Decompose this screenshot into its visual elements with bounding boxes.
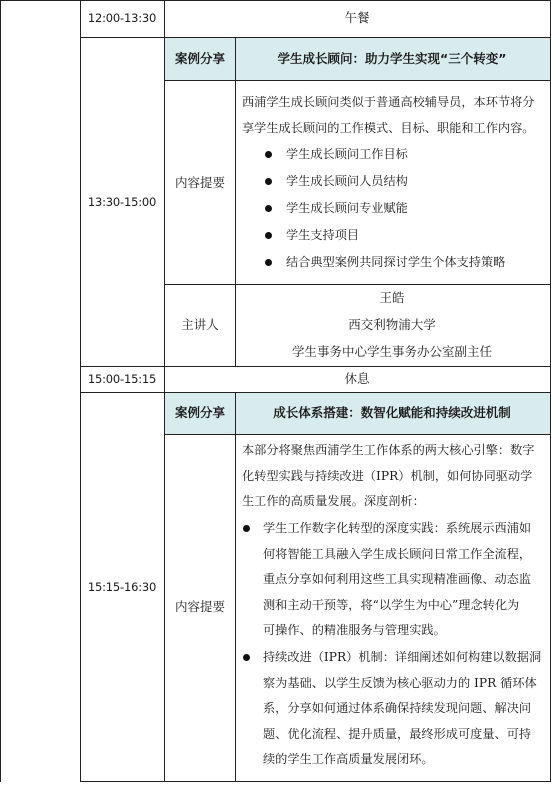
bullet-line: 察为基础、以学生反馈为核心驱动力的 IPR 循环体 xyxy=(263,675,537,690)
bullet-line: 题、优化流程、提升质量，最终形成可度量、可持 xyxy=(263,726,532,741)
session2-bullet xyxy=(263,645,547,773)
session1-case-title: 学生成长顾问：助力学生实现“三个转变” xyxy=(277,51,507,66)
intro-line: 生工作的高质量发展。深度剖析： xyxy=(242,494,425,509)
session1-time: 13:30-15:00 xyxy=(87,195,157,209)
rule xyxy=(164,0,165,782)
speaker-title: 学生事务中心学生事务办公室副主任 xyxy=(291,344,493,359)
session2-case-title: 成长体系搭建：数智化赋能和持续改进机制 xyxy=(273,405,511,420)
rule xyxy=(235,392,236,782)
rule xyxy=(80,392,551,393)
session1-bullet: 学生成长顾问工作目标 xyxy=(286,147,408,161)
rule xyxy=(80,781,551,782)
bullet-icon xyxy=(265,178,272,185)
bullet-line: 续的学生工作高质量发展闭环。 xyxy=(263,752,434,767)
bullet-line: 持续改进（IPR）机制：详细阐述如何构建以数据洞 xyxy=(263,650,542,664)
speaker-org: 西交利物浦大学 xyxy=(348,317,436,332)
session2-content-label: 内容提要 xyxy=(174,599,226,614)
bullet-icon xyxy=(265,205,272,212)
session1-intro xyxy=(242,90,546,141)
session2-case-label: 案例分享 xyxy=(174,405,226,420)
rule xyxy=(80,0,81,782)
intro-line: 化转型实践与持续改进（IPR）机制，如何协同驱动学 xyxy=(242,468,533,483)
session1-bullet: 学生成长顾问专业赋能 xyxy=(286,201,408,215)
rule xyxy=(235,37,236,367)
session2-time: 15:15-16:30 xyxy=(87,580,157,594)
bullet-icon xyxy=(243,654,250,661)
rule xyxy=(80,366,551,367)
bullet-icon xyxy=(265,259,272,266)
session2-bullet xyxy=(263,516,547,644)
bullet-line: 重点分享如何利用这些工具实现精准画像、动态监 xyxy=(263,572,532,587)
speaker-label: 主讲人 xyxy=(181,317,219,332)
speaker-name: 王皓 xyxy=(379,290,405,305)
intro-line: 西浦学生成长顾问类似于普通高校辅导员，本环节将分 xyxy=(242,95,535,109)
break-label: 休息 xyxy=(344,371,370,386)
rule xyxy=(164,434,551,435)
lunch-time: 12:00-13:30 xyxy=(87,11,157,25)
session2-intro xyxy=(242,438,546,515)
bullet-line: 测和主动干预等，将“以学生为中心”理念转化为 xyxy=(263,597,520,612)
rule xyxy=(164,284,551,285)
rule xyxy=(80,37,551,38)
session1-bullet: 学生支持项目 xyxy=(286,228,360,242)
rule xyxy=(164,80,551,81)
intro-line: 享学生成长顾问的工作模式、目标、职能和工作内容。 xyxy=(242,120,535,135)
session1-case-label: 案例分享 xyxy=(174,51,226,66)
break-time: 15:00-15:15 xyxy=(87,372,157,386)
rule xyxy=(0,0,551,1)
rule xyxy=(0,0,1,782)
bullet-line: 系，分享如何通过体系确保持续发现问题、解决问 xyxy=(263,701,532,716)
bullet-line: 可操作、的精准服务与管理实践。 xyxy=(263,623,446,638)
bullet-icon xyxy=(265,232,272,239)
bullet-line: 学生工作数字化转型的深度实践：系统展示西浦如 xyxy=(263,521,532,535)
bullet-line: 何将智能工具融入学生成长顾问日常工作全流程， xyxy=(263,546,532,561)
session1-bullet: 结合典型案例共同探讨学生个体支持策略 xyxy=(286,255,506,269)
bullet-icon xyxy=(265,151,272,158)
session1-content-label: 内容提要 xyxy=(174,175,226,190)
session1-bullet: 学生成长顾问人员结构 xyxy=(286,174,408,188)
bullet-icon xyxy=(243,525,250,532)
intro-line: 本部分将聚焦西浦学生工作体系的两大核心引擎：数字 xyxy=(242,443,535,457)
lunch-label: 午餐 xyxy=(344,10,370,25)
